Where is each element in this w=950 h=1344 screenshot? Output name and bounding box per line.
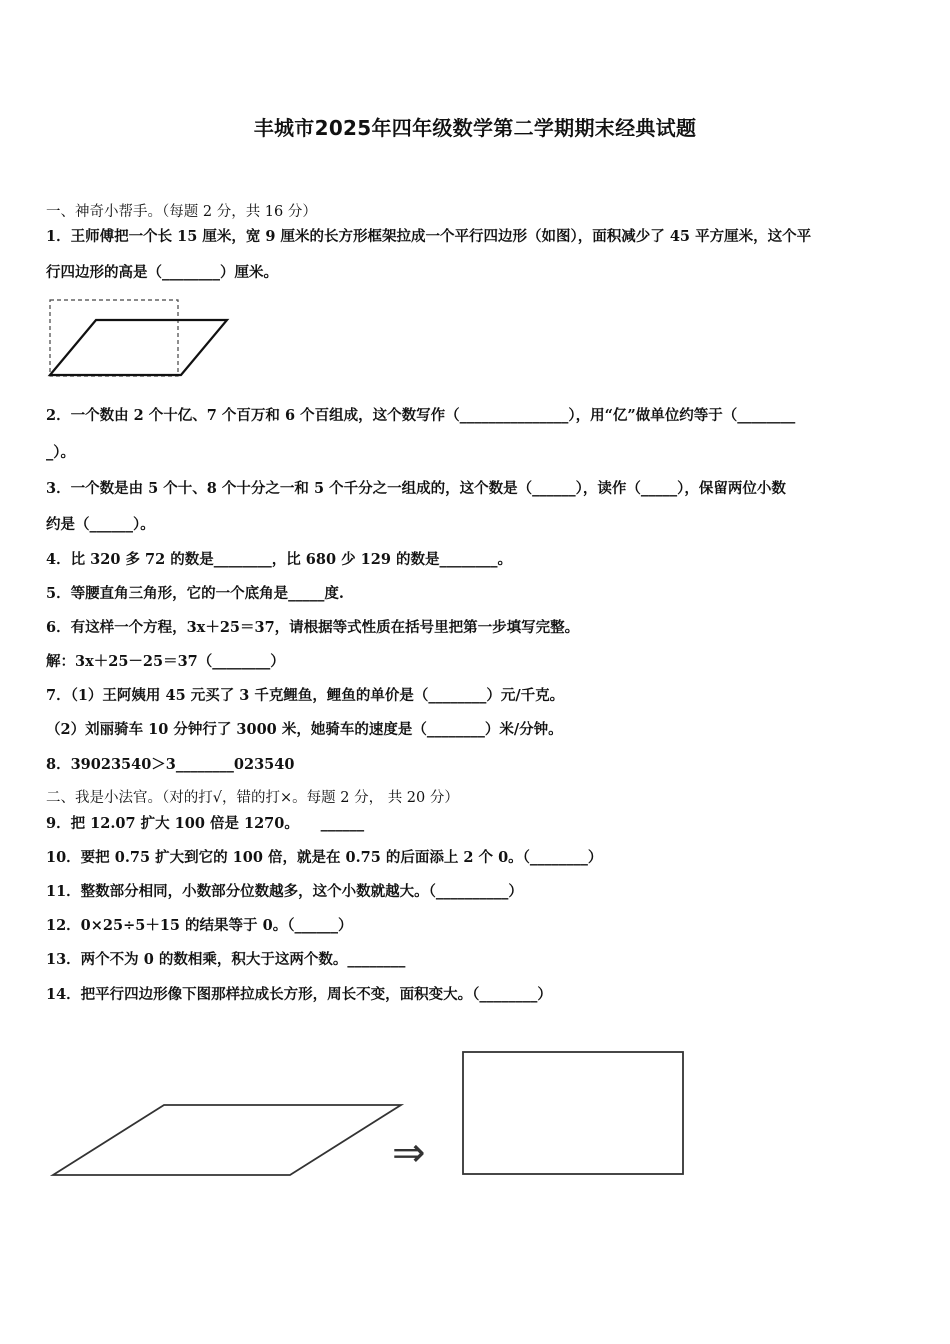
question-11: 11．整数部分相同，小数部分位数越多，这个小数就越大。（__________） [46,883,523,900]
section-2-heading: 二、我是小法官。（对的打√，错的打×。每题 2 分， 共 20 分） [46,790,459,806]
section-1-heading: 一、神奇小帮手。（每题 2 分，共 16 分） [46,204,317,220]
question-14: 14．把平行四边形像下图那样拉成长方形，周长不变，面积变大。（________） [46,986,552,1003]
parallelogram-shape [53,1105,401,1175]
question-3-line-1: 3．一个数是由 5 个十、8 个十分之一和 5 个千分之一组成的，这个数是（______），读作（_____），保留两位小数 [46,480,786,497]
question-1-line-1: 1．王师傅把一个长 15 厘米，宽 9 厘米的长方形框架拉成一个平行四边形（如图），面积减少了 45 平方厘米，这个平 [46,228,812,245]
question-4: 4．比 320 多 72 的数是________，比 680 少 129 的数是________。 [46,551,512,568]
question-7-part-2: （2）刘丽骑车 10 分钟行了 3000 米，她骑车的速度是（________）米/分钟。 [46,721,563,738]
question-9: 9．把 12.07 扩大 100 倍是 1270。 ______ [46,815,365,832]
figure-parallelogram-to-rectangle [46,1040,696,1185]
question-2-line-2: _）。 [46,444,75,461]
figure-rectangle-to-parallelogram [46,296,236,382]
question-6-solution: 解：3x＋25－25＝37（________） [46,653,285,670]
rectangle-shape [463,1052,683,1174]
question-5: 5．等腰直角三角形，它的一个底角是_____度. [46,585,344,602]
dashed-rectangle [50,300,178,376]
question-8: 8．39023540＞3________023540 [46,756,295,773]
double-arrow-icon: ⇒ [392,1130,426,1176]
question-7-part-1: 7．（1）王阿姨用 45 元买了 3 千克鲤鱼，鲤鱼的单价是（________）元/千克。 [46,687,565,704]
question-13: 13．两个不为 0 的数相乘，积大于这两个数。________ [46,951,406,968]
page-title: 丰城市2025年四年级数学第二学期期末经典试题 [253,116,697,140]
question-1-line-2: 行四边形的高是（________）厘米。 [46,264,278,281]
question-3-line-2: 约是（______）。 [46,516,155,533]
question-10: 10．要把 0.75 扩大到它的 100 倍，就是在 0.75 的后面添上 2 个 0。（________） [46,849,603,866]
parallelogram-shape [50,320,227,375]
question-2-line-1: 2．一个数由 2 个十亿、7 个百万和 6 个百组成，这个数写作（_______________），用“亿”做单位约等于（________ [46,407,796,424]
question-6: 6．有这样一个方程，3x＋25＝37，请根据等式性质在括号里把第一步填写完整。 [46,619,580,636]
question-12: 12．0×25÷5＋15 的结果等于 0。（______） [46,917,353,934]
